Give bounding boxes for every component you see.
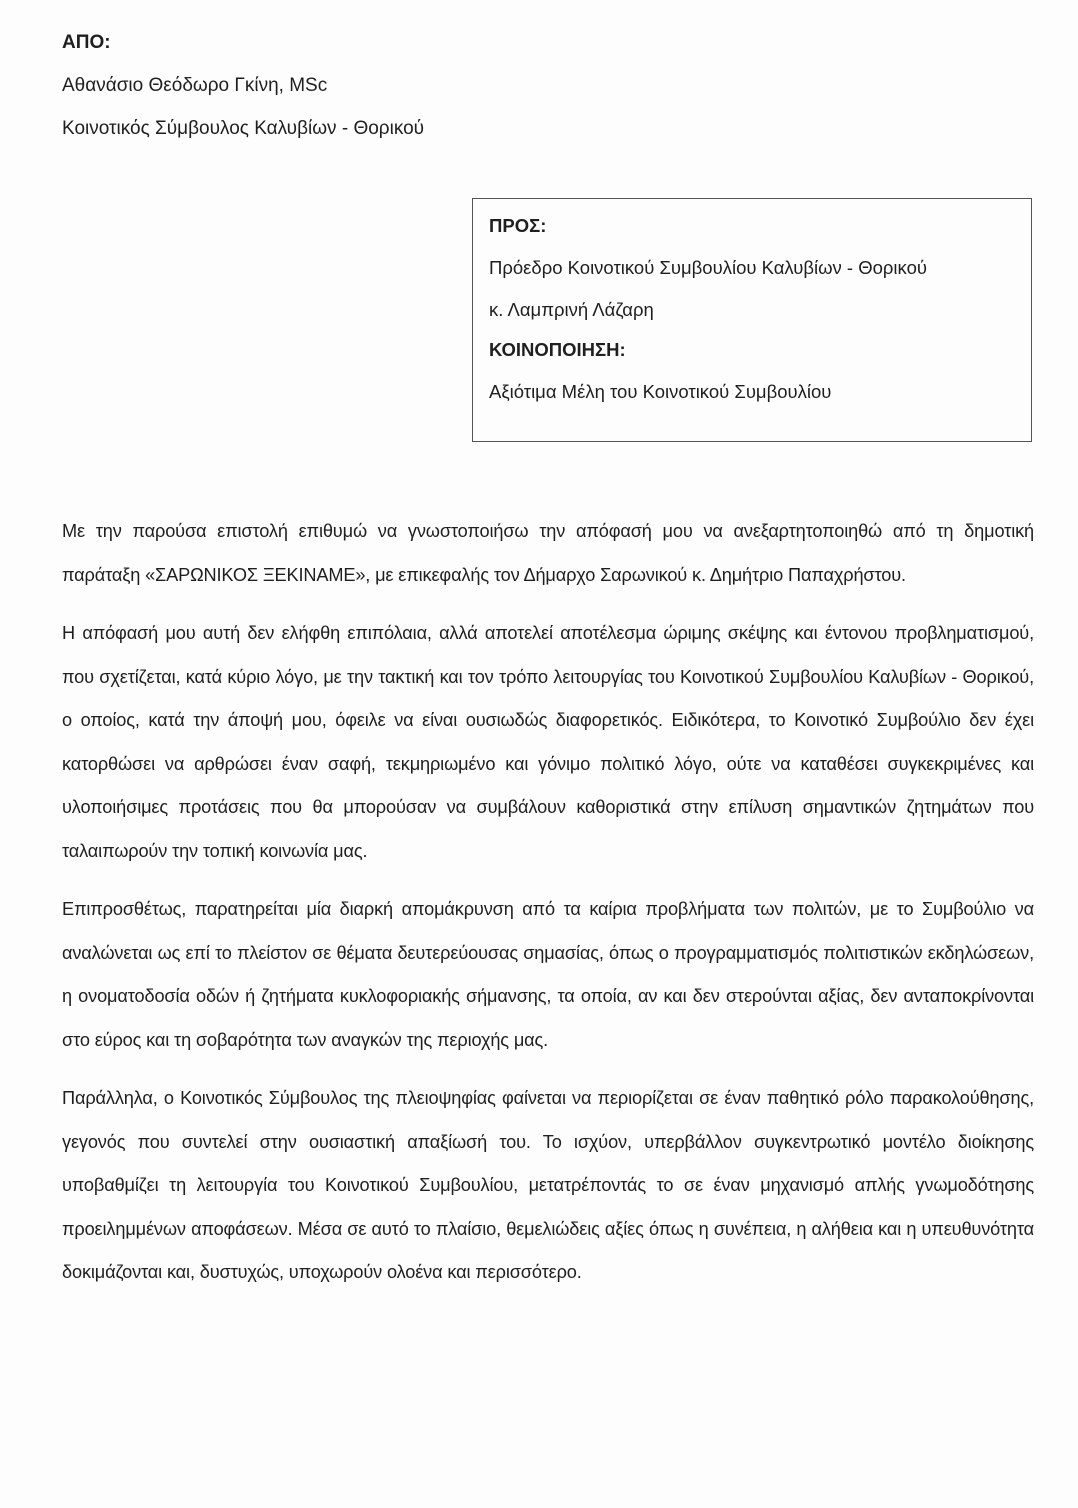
sender-label: ΑΠΟ:: [62, 32, 111, 53]
paragraph: Με την παρούσα επιστολή επιθυμώ να γνωστοποιήσω την απόφασή μου να ανεξαρτητοποιηθώ από τη δημοτική παράταξη «ΣΑΡΩΝΙΚΟΣ ΞΕΚΙΝΑΜΕ», με επικεφαλής τον Δήμαρχο Σαρωνικού κ. Δημήτριο Παπαχρήστου.: [62, 521, 1034, 585]
recipient-name: κ. Λαμπρινή Λάζαρη: [489, 299, 654, 320]
sender-name: Αθανάσιο Θεόδωρο Γκίνη, MSc: [62, 75, 328, 96]
recipient-title: Πρόεδρο Κοινοτικού Συμβουλίου Καλυβίων - Θορικού: [489, 257, 927, 278]
sender-block: [62, 30, 424, 142]
recipient-box: [472, 198, 1032, 442]
cc-label: ΚΟΙΝΟΠΟΙΗΣΗ:: [489, 339, 626, 360]
recipient-label: ΠΡΟΣ:: [489, 215, 547, 236]
cc-recipients: Αξιότιμα Μέλη του Κοινοτικού Συμβουλίου: [489, 381, 832, 402]
paragraph: Η απόφασή μου αυτή δεν ελήφθη επιπόλαια, αλλά αποτελεί αποτέλεσμα ώριμης σκέψης και έντονου προβληματισμού, που σχετίζεται, κατά κύριο λόγο, με την τακτική και τον τρόπο λειτουργίας του Κοινοτικού Συμβουλίου Καλυβίων - Θορικού, ο οποίος, κατά την άποψή μου, όφειλε να είναι ουσιωδώς διαφορετικός. Ειδικότερα, το Κοινοτικό Συμβούλιο δεν έχει κατορθώσει να αρθρώσει έναν σαφή, τεκμηριωμένο και γόνιμο πολιτικό λόγο, ούτε να καταθέσει συγκεκριμένες και υλοποιήσιμες προτάσεις που θα μπορούσαν να συμβάλουν καθοριστικά στην επίλυση σημαντικών ζητημάτων που ταλαιπωρούν την τοπική κοινωνία μας.: [62, 623, 1034, 861]
sender-role: Κοινοτικός Σύμβουλος Καλυβίων - Θορικού: [62, 118, 425, 139]
letter-body: [62, 510, 1034, 1295]
paragraph: Επιπροσθέτως, παρατηρείται μία διαρκή απομάκρυνση από τα καίρια προβλήματα των πολιτών, με το Συμβούλιο να αναλώνεται ως επί το πλείστον σε θέματα δευτερεύουσας σημασίας, όπως ο προγραμματισμός πολιτιστικών εκδηλώσεων, η ονοματοδοσία οδών ή ζητήματα κυκλοφοριακής σήμανσης, τα οποία, αν και δεν στερούνται αξίας, δεν ανταποκρίνονται στο εύρος και τη σοβαρότητα των αναγκών της περιοχής μας.: [62, 899, 1034, 1050]
paragraph: Παράλληλα, ο Κοινοτικός Σύμβουλος της πλειοψηφίας φαίνεται να περιορίζεται σε έναν παθητικό ρόλο παρακολούθησης, γεγονός που συντελεί στην ουσιαστική απαξίωσή του. Το ισχύον, υπερβάλλον συγκεντρωτικό μοντέλο διοίκησης υποβαθμίζει τη λειτουργία του Κοινοτικού Συμβουλίου, μετατρέποντάς το σε έναν μηχανισμό απλής γνωμοδότησης προειλημμένων αποφάσεων. Μέσα σε αυτό το πλαίσιο, θεμελιώδεις αξίες όπως η συνέπεια, η αλήθεια και η υπευθυνότητα δοκιμάζονται και, δυστυχώς, υποχωρούν ολοένα και περισσότερο.: [62, 1088, 1034, 1282]
